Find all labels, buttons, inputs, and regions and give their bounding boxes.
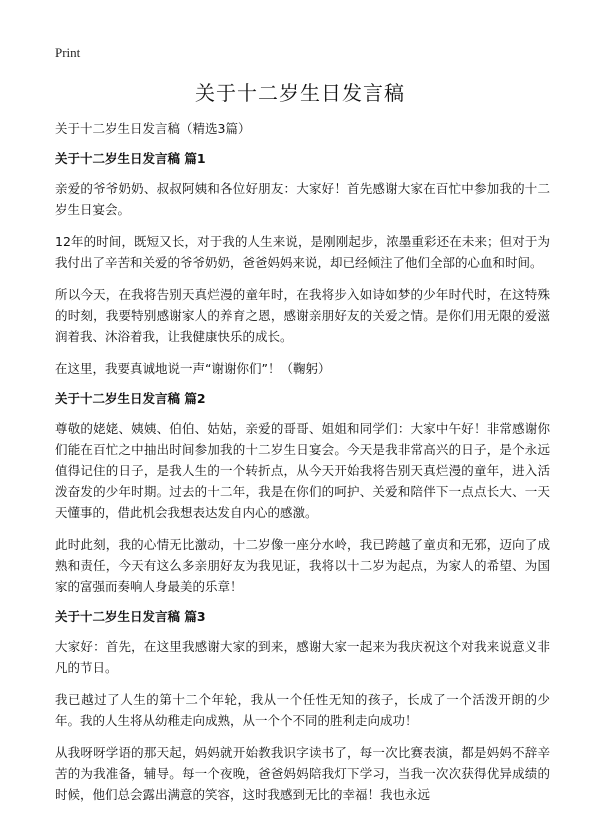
page-title: 关于十二岁生日发言稿 bbox=[195, 81, 405, 105]
paragraph: 在这里，我要真诚地说一声“谢谢你们”！（鞠躬） bbox=[55, 361, 331, 376]
section-heading: 关于十二岁生日发言稿 篇1 bbox=[55, 151, 206, 166]
print-link[interactable]: Print bbox=[55, 45, 81, 60]
paragraph: 尊敬的姥姥、姨姨、伯伯、姑姑，亲爱的哥哥、姐姐和同学们：大家中午好！非常感谢你们能在百忙之中抽出时间参加我的十二岁生日宴会。今天是我非常高兴的日子，是个永远值得记住的日子，是我人生的一个转折点，从今天开始我将告别天真烂漫的童年，进入活泼奋发的少年时期。过去的十二年，我是在你们的呵护、关爱和陪伴下一点点长大、一天天懂事的，借此机会我想表达发自内心的感激。 bbox=[55, 421, 550, 520]
paragraph: 12年的时间，既短又长，对于我的人生来说，是刚刚起步，浓墨重彩还在未来；但对于为我付出了辛苦和关爱的爷爷奶奶，爸爸妈妈来说，却已经倾注了他们全部的心血和时间。 bbox=[55, 234, 550, 270]
document-body bbox=[55, 120, 550, 816]
paragraph: 亲爱的爷爷奶奶、叔叔阿姨和各位好朋友：大家好！首先感谢大家在百忙中参加我的十二岁生日宴会。 bbox=[55, 181, 550, 217]
section-3 bbox=[55, 608, 550, 805]
paragraph: 大家好：首先，在这里我感谢大家的到来，感谢大家一起来为我庆祝这个对我来说意义非凡的节日。 bbox=[55, 639, 550, 675]
section-heading: 关于十二岁生日发言稿 篇3 bbox=[55, 609, 206, 624]
section-2 bbox=[55, 390, 550, 597]
paragraph: 我已越过了人生的第十二个年轮，我从一个任性无知的孩子，长成了一个活泼开朗的少年。我的人生将从幼稚走向成熟，从一个个不同的胜利走向成功！ bbox=[55, 692, 550, 728]
paragraph: 所以今天，在我将告别天真烂漫的童年时，在我将步入如诗如梦的少年时代时，在这特殊的时刻，我要特别感谢家人的养育之恩，感谢亲朋好友的关爱之情。是你们用无限的爱滋润着我、沐浴着我，让我健康快乐的成长。 bbox=[55, 287, 550, 344]
paragraph: 从我呀呀学语的那天起，妈妈就开始教我识字读书了，每一次比赛表演，都是妈妈不辞辛苦的为我准备，辅导。每一个夜晚，爸爸妈妈陪我灯下学习，当我一次次获得优异成绩的时候，他们总会露出满意的笑容，这时我感到无比的幸福！我也永远 bbox=[55, 745, 550, 802]
section-heading: 关于十二岁生日发言稿 篇2 bbox=[55, 391, 206, 406]
document-subtitle: 关于十二岁生日发言稿（精选3篇） bbox=[55, 121, 251, 136]
section-1 bbox=[55, 150, 550, 379]
paragraph: 此时此刻，我的心情无比激动，十二岁像一座分水岭，我已跨越了童贞和无邪，迈向了成熟和责任，今天有这么多亲朋好友为我见证，我将以十二岁为起点，为家人的希望、为国家的富强而奏响人身最美的乐章！ bbox=[55, 537, 550, 594]
